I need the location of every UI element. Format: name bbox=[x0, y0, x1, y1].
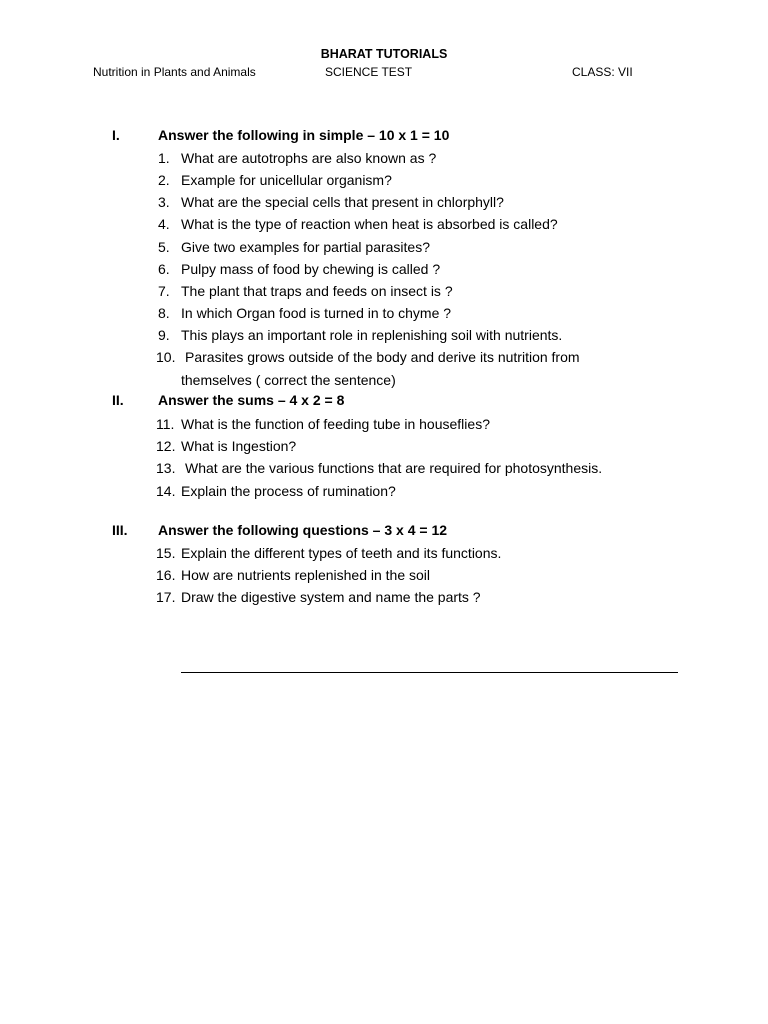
question-number: 3. bbox=[158, 194, 170, 210]
section-roman-numeral: I. bbox=[112, 127, 120, 143]
question-text: How are nutrients replenished in the soil bbox=[181, 567, 431, 583]
question-text: Explain the different types of teeth and its functions. bbox=[181, 545, 502, 561]
question-text: In which Organ food is turned in to chyme ? bbox=[181, 305, 452, 321]
question-number: 9. bbox=[158, 327, 170, 343]
question-number: 5. bbox=[158, 239, 170, 255]
section-heading bbox=[0, 392, 768, 414]
question-number: 16. bbox=[156, 567, 176, 583]
section-heading-text: Answer the following questions – 3 x 4 = 12 bbox=[158, 522, 448, 538]
question-number: 1. bbox=[158, 150, 170, 166]
question-number: 10. bbox=[156, 349, 176, 365]
question-number: 7. bbox=[158, 283, 170, 299]
section-heading-text: Answer the sums – 4 x 2 = 8 bbox=[158, 392, 345, 408]
question-text: Give two examples for partial parasites? bbox=[181, 239, 430, 255]
section-roman-numeral: II. bbox=[112, 392, 124, 408]
question-number: 15. bbox=[156, 545, 176, 561]
question-text: What are autotrophs are also known as ? bbox=[181, 150, 437, 166]
section-roman-numeral: III. bbox=[112, 522, 128, 538]
separator-line bbox=[181, 672, 678, 673]
question-number: 11. bbox=[156, 416, 175, 432]
institute-title: BHARAT TUTORIALS bbox=[320, 47, 448, 61]
question-number: 6. bbox=[158, 261, 170, 277]
section-heading-text: Answer the following in simple – 10 x 1 = 10 bbox=[158, 127, 450, 143]
question-number: 8. bbox=[158, 305, 170, 321]
question-text-continuation: themselves ( correct the sentence) bbox=[181, 372, 396, 388]
section-heading bbox=[0, 127, 768, 149]
topic-label: Nutrition in Plants and Animals bbox=[93, 65, 256, 79]
section-heading bbox=[0, 522, 768, 544]
question-number: 12. bbox=[156, 438, 176, 454]
question-text: Pulpy mass of food by chewing is called ? bbox=[181, 261, 441, 277]
question-text: What are the special cells that present in chlorphyll? bbox=[181, 194, 504, 210]
question-text: What is Ingestion? bbox=[181, 438, 297, 454]
question-text: What is the type of reaction when heat is absorbed is called? bbox=[181, 216, 558, 232]
question-number: 13. bbox=[156, 460, 176, 476]
question-text: Parasites grows outside of the body and derive its nutrition from bbox=[185, 349, 580, 365]
question-text: This plays an important role in replenishing soil with nutrients. bbox=[181, 327, 563, 343]
question-text: Draw the digestive system and name the parts ? bbox=[181, 589, 481, 605]
question-number: 17. bbox=[156, 589, 176, 605]
question-text: What are the various functions that are required for photosynthesis. bbox=[185, 460, 603, 476]
question-number: 2. bbox=[158, 172, 170, 188]
question-text: What is the function of feeding tube in houseflies? bbox=[181, 416, 490, 432]
question-text: Explain the process of rumination? bbox=[181, 483, 396, 499]
question-number: 14. bbox=[156, 483, 176, 499]
question-text: Example for unicellular organism? bbox=[181, 172, 392, 188]
test-name-label: SCIENCE TEST bbox=[325, 65, 413, 79]
class-label: CLASS: VII bbox=[572, 65, 633, 79]
question-number: 4. bbox=[158, 216, 170, 232]
question-text: The plant that traps and feeds on insect is ? bbox=[181, 283, 453, 299]
